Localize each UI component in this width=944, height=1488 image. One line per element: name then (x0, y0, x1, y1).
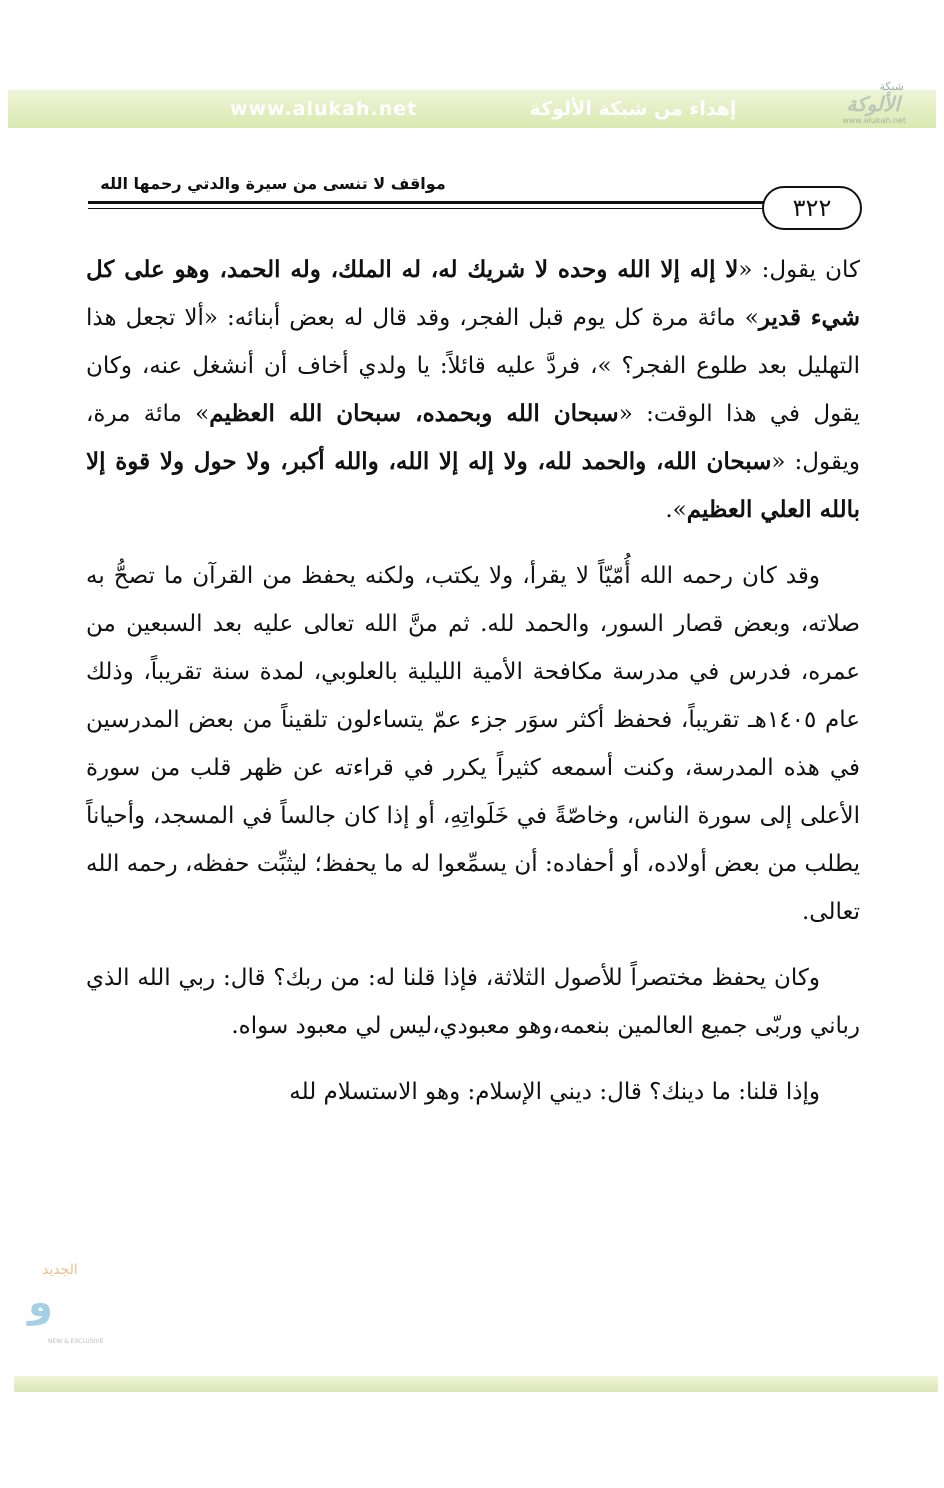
logo-main-text: الألوكة (846, 92, 900, 116)
watermark-main-text: و (28, 1280, 53, 1326)
bold-phrase: لا إله إلا الله وحده لا شريك له، له الملك، وله الحمد، وهو على كل شيء قدير (86, 256, 860, 331)
running-header-title: مواقف لا تنسى من سيرة والدتي رحمها الله (100, 174, 446, 193)
watermark-bottom-text: NEW & EXCLUSIVE (48, 1338, 104, 1345)
text-segment: كان يقول: « (738, 257, 860, 283)
banner-gift-text: إهداء من شبكة الألوكة (529, 98, 737, 120)
bold-phrase: سبحان الله، والحمد لله، ولا إله إلا الله، والله أكبر، ولا حول ولا قوة إلا بالله العلي العظيم (86, 448, 860, 523)
top-banner (8, 80, 936, 128)
watermark-logo (28, 1262, 146, 1352)
header-rule-thick (88, 201, 764, 204)
text-segment: ». (665, 497, 687, 523)
text-segment: » مائة مرة كل يوم قبل الفجر، وقد قال له بعض أبنائه: «ألا تجعل هذا التهليل بعد طلوع الفجر؟ »، فردَّ عليه قائلاً: يا ولدي أخاف أن أنشغل عنه، وكان يقول في هذا الوقت: « (86, 305, 860, 427)
body-text (86, 246, 860, 1134)
logo-url-text: www.alukah.net (842, 116, 906, 125)
text-segment: وكان يحفظ مختصراً للأصول الثلاثة، فإذا قلنا له: من ربك؟ قال: ربي الله الذي رباني وربّى جميع العالمين بنعمه،وهو معبودي،ليس لي معبود سواه. (86, 965, 860, 1039)
text-segment: » مائة مرة، ويقول: « (86, 401, 860, 475)
paragraph (86, 954, 860, 1050)
watermark-top-text: الجديد (42, 1262, 78, 1278)
footer-bar (14, 1376, 938, 1392)
page-number: ٣٢٢ (762, 186, 862, 230)
banner-url: www.alukah.net (230, 98, 418, 120)
alukah-logo (820, 80, 908, 126)
text-segment: وقد كان رحمه الله أُمّيّاً لا يقرأ، ولا يكتب، ولكنه يحفظ من القرآن ما تصحُّ به صلاته، وبعض قصار السور، والحمد لله. ثم منَّ الله تعالى عليه بعد السبعين من عمره، فدرس في مدرسة مكافحة الأمية الليلية بالعلوبي، لمدة سنة تقريباً، وذلك عام ١٤٠٥هـ تقريباً، فحفظ أكثر سوَر جزء عمّ يتساءلون تلقيناً من بعض المدرسين في هذه المدرسة، وكنت أسمعه كثيراً يكرر في قراءته عن ظهر قلب من سورة الأعلى إلى سورة الناس، وخاصّةً في خَلَواتِهِ، أو إذا كان جالساً في المسجد، وأحياناً يطلب من بعض أولاده، أو أحفاده: أن يسمِّعوا له ما يحفظ؛ ليثبِّت حفظه، رحمه الله تعالى. (86, 563, 860, 925)
header-rule-thin (88, 208, 764, 209)
paragraph (86, 552, 860, 936)
paragraph (86, 1068, 860, 1116)
paragraph (86, 246, 860, 534)
text-segment: وإذا قلنا: ما دينك؟ قال: ديني الإسلام: وهو الاستسلام لله (289, 1079, 820, 1105)
bold-phrase: سبحان الله وبحمده، سبحان الله العظيم (209, 400, 619, 427)
logo-small-text: شبكة (879, 80, 904, 93)
